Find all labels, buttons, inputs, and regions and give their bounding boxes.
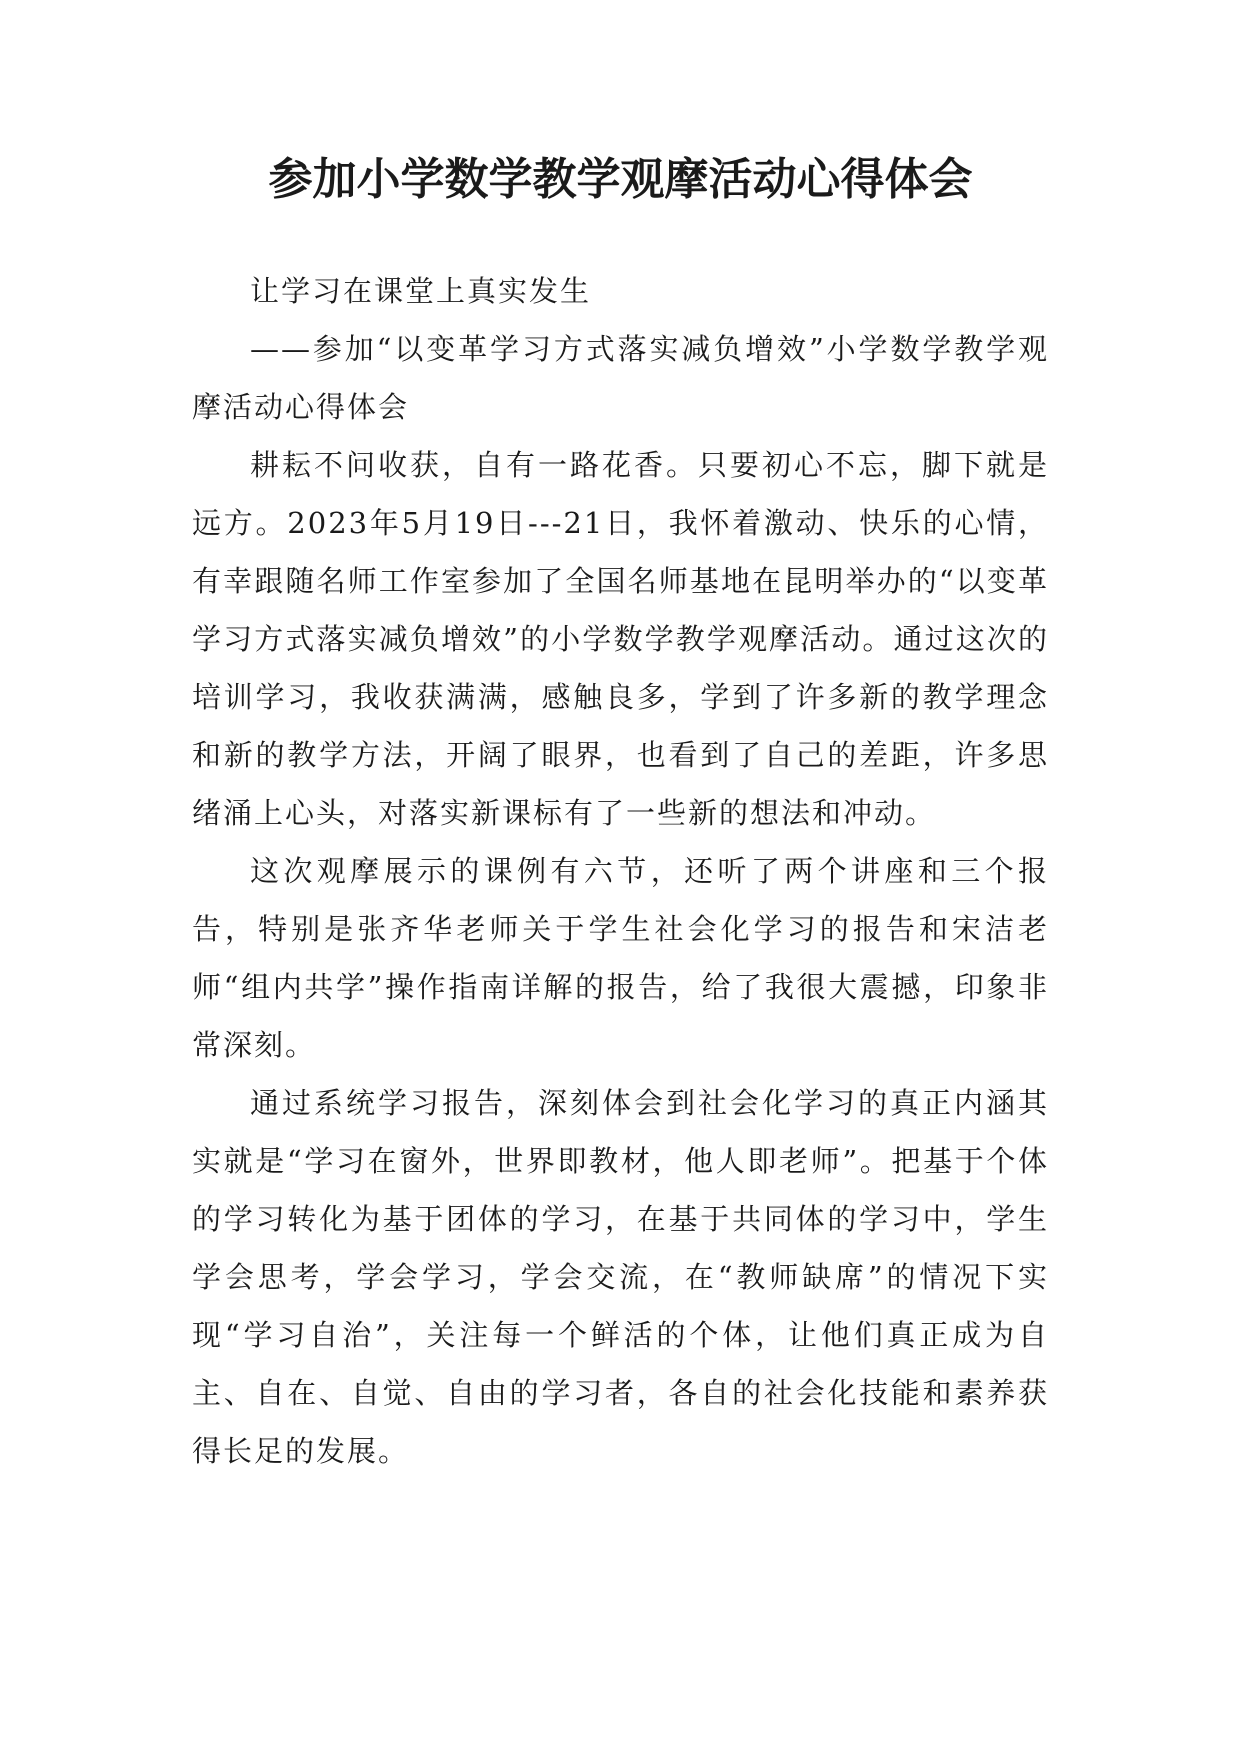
paragraph-intro: 耕耘不问收获，自有一路花香。只要初心不忘，脚下就是远方。2023年5月19日---21日，我怀着激动、快乐的心情，有幸跟随名师工作室参加了全国名师基地在昆明举办的“以变革学习方式落实减负增效”的小学数学教学观摩活动。通过这次的培训学习，我收获满满，感触良多，学到了许多新的教学理念和新的教学方法，开阔了眼界，也看到了自己的差距，许多思绪涌上心头，对落实新课标有了一些新的想法和冲动。 — [192, 448, 1049, 830]
document-body — [192, 262, 1049, 1480]
document-title: 参加小学数学教学观摩活动心得体会 — [268, 154, 973, 205]
paragraph-lessons: 这次观摩展示的课例有六节，还听了两个讲座和三个报告，特别是张齐华老师关于学生社会化学习的报告和宋洁老师“组内共学”操作指南详解的报告，给了我很大震撼，印象非常深刻。 — [192, 854, 1049, 1062]
subtitle-line: ——参加“以变革学习方式落实减负增效”小学数学教学观摩活动心得体会 — [192, 332, 1049, 424]
subtitle-heading: 让学习在课堂上真实发生 — [250, 274, 592, 308]
paragraph-reflection: 通过系统学习报告，深刻体会到社会化学习的真正内涵其实就是“学习在窗外，世界即教材，他人即老师”。把基于个体的学习转化为基于团体的学习，在基于共同体的学习中，学生学会思考，学会学习，学会交流，在“教师缺席”的情况下实现“学习自治”，关注每一个鲜活的个体，让他们真正成为自主、自在、自觉、自由的学习者，各自的社会化技能和素养获得长足的发展。 — [192, 1086, 1049, 1468]
